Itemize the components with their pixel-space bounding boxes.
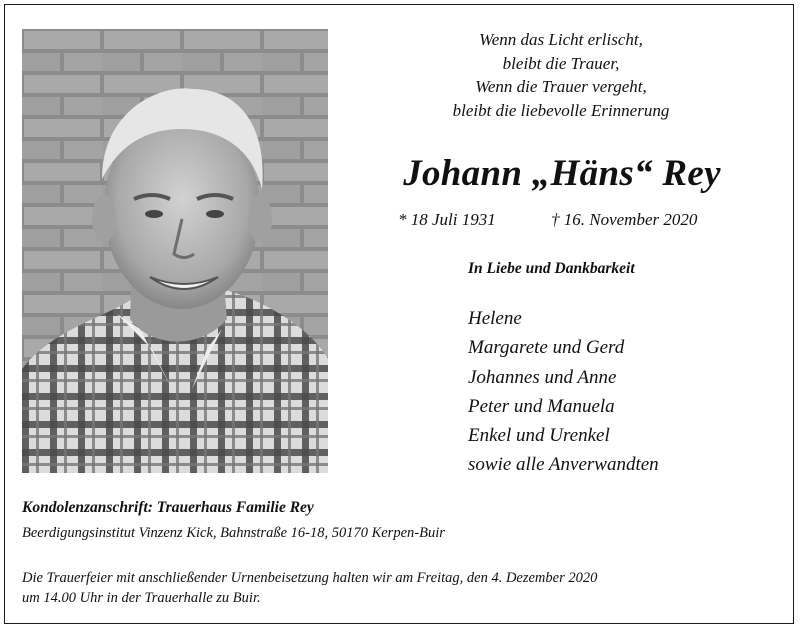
- mourner-entry: Johannes und Anne: [468, 366, 617, 388]
- condolence-heading: Kondolenzanschrift: Trauerhaus Familie Rey: [22, 499, 314, 516]
- mourner-entry: Peter und Manuela: [468, 395, 615, 417]
- memorial-verse: [380, 28, 742, 122]
- dedication-line: In Liebe und Dankbarkeit: [468, 260, 635, 277]
- verse-line: Wenn das Licht erlischt,: [479, 30, 643, 49]
- mourner-entry: Helene: [468, 308, 522, 329]
- verse-line: bleibt die liebevolle Erinnerung: [452, 100, 670, 120]
- death-date: † 16. November 2020: [551, 210, 698, 229]
- funeral-service-info: [22, 568, 782, 608]
- mourners-list: [468, 304, 659, 480]
- mourner-entry: Margarete und Gerd: [468, 337, 625, 359]
- verse-line: Wenn die Trauer vergeht,: [475, 77, 647, 96]
- birth-date: * 18 Juli 1931: [398, 210, 496, 229]
- verse-line: bleibt die Trauer,: [502, 53, 620, 73]
- service-line: Die Trauerfeier mit anschließender Urnenbeisetzung halten wir am Freitag, den 4. Dezember 2020: [22, 570, 598, 586]
- portrait-photo: [22, 29, 328, 473]
- service-line: um 14.00 Uhr in der Trauerhalle zu Buir.: [22, 590, 261, 606]
- condolence-address: Beerdigungsinstitut Vinzenz Kick, Bahnstraße 16-18, 50170 Kerpen-Buir: [22, 525, 445, 541]
- mourner-entry: sowie alle Anverwandten: [468, 454, 659, 476]
- deceased-name: Johann „Häns“ Rey: [403, 153, 721, 194]
- mourner-entry: Enkel und Urenkel: [468, 425, 610, 447]
